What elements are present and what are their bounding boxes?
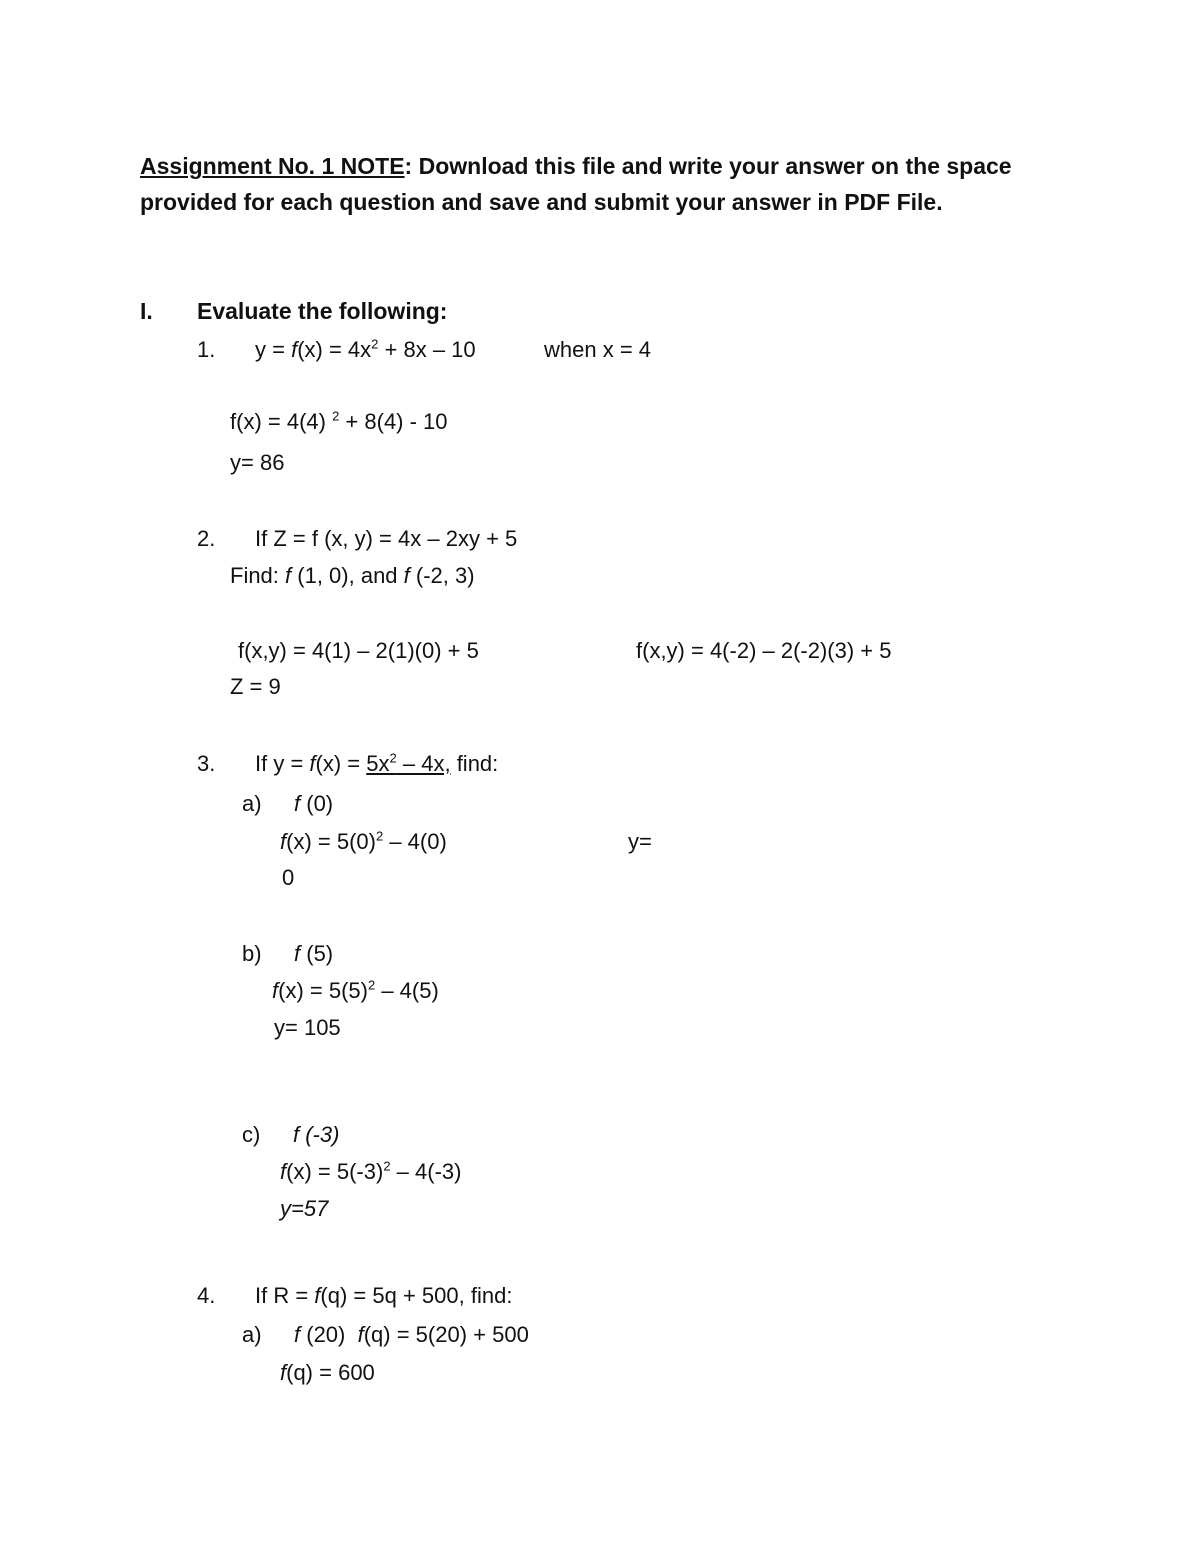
q3-underlined bbox=[366, 751, 450, 776]
q1-eq-c: + 8x – 10 bbox=[378, 337, 476, 362]
q4a-line bbox=[294, 1321, 529, 1349]
q3a-work-b: – 4(0) bbox=[383, 829, 447, 854]
assignment-header-line1 bbox=[140, 152, 1012, 180]
q3a-side: y= bbox=[628, 829, 652, 854]
q2-find-a: Find: bbox=[230, 563, 286, 588]
q3b-work-exp: 2 bbox=[367, 977, 376, 993]
q3-eq-u1: 5x bbox=[366, 751, 390, 776]
q3a-label: a) bbox=[242, 791, 262, 816]
q1-eq-a: y = bbox=[255, 337, 292, 362]
q1-number: 1. bbox=[197, 337, 216, 362]
q1-work-b: + 8(4) - 10 bbox=[339, 409, 448, 434]
q4a-f3: f bbox=[280, 1360, 287, 1385]
q2-number: 2. bbox=[197, 526, 216, 551]
q1-work-line bbox=[230, 408, 448, 436]
q2-equation: If Z = f (x, y) = 4x – 2xy + 5 bbox=[255, 526, 518, 551]
q2-work-right: f(x,y) = 4(-2) – 2(-2)(3) + 5 bbox=[636, 638, 892, 663]
q3c-work-a: (x) = 5(-3) bbox=[286, 1159, 384, 1184]
q3b-work-a: (x) = 5(5) bbox=[278, 978, 368, 1003]
q3a-arg-text: (0) bbox=[300, 791, 334, 816]
q3c-work bbox=[280, 1158, 461, 1186]
q3b-work bbox=[272, 977, 439, 1005]
q3b-result: y= 105 bbox=[274, 1015, 341, 1040]
q3-number: 3. bbox=[197, 751, 216, 776]
q4a-result bbox=[280, 1359, 375, 1387]
q1-exp: 2 bbox=[371, 336, 379, 352]
q3-eq-u2: – 4x, bbox=[396, 751, 451, 776]
q4a-f2: f bbox=[357, 1322, 364, 1347]
q1-eq-b: (x) = 4x bbox=[297, 337, 372, 362]
q3b-f: f bbox=[294, 941, 301, 966]
q3c-work-exp: 2 bbox=[383, 1158, 391, 1174]
q3b-work-f: f bbox=[272, 978, 279, 1003]
q2-result: Z = 9 bbox=[230, 674, 281, 699]
q3a-result: 0 bbox=[282, 865, 295, 890]
q3-f: f bbox=[309, 751, 316, 776]
q4-equation bbox=[255, 1282, 512, 1310]
q3-exp: 2 bbox=[389, 750, 397, 766]
q3a-f: f bbox=[294, 791, 301, 816]
q3c-work-f: f bbox=[280, 1159, 287, 1184]
q3b-label: b) bbox=[242, 941, 262, 966]
q2-f2: f bbox=[403, 563, 410, 588]
q1-work-exp: 2 bbox=[332, 408, 340, 424]
section-title: Evaluate the following: bbox=[197, 298, 448, 324]
q4-number: 4. bbox=[197, 1283, 216, 1308]
q3b-arg bbox=[294, 940, 333, 968]
q2-find bbox=[230, 562, 475, 590]
q3-eq-a: If y = bbox=[255, 751, 310, 776]
q3a-work-a: (x) = 5(0) bbox=[286, 829, 376, 854]
q3a-work-f: f bbox=[280, 829, 287, 854]
note-text-1: : Download this file and write your answer on the space bbox=[404, 153, 1012, 179]
q4-eq-b: (q) = 5q + 500, find: bbox=[320, 1283, 513, 1308]
section-numeral: I. bbox=[140, 298, 153, 324]
q4-eq-a: If R = bbox=[255, 1283, 315, 1308]
q3b-work-b: – 4(5) bbox=[375, 978, 439, 1003]
q1-answer: y= 86 bbox=[230, 450, 285, 475]
q3a-work-exp: 2 bbox=[375, 828, 384, 844]
q1-work-a: f(x) = 4(4) bbox=[230, 409, 333, 434]
q4a-f: f bbox=[294, 1322, 301, 1347]
q4a-label: a) bbox=[242, 1322, 262, 1347]
q4a-work: (q) = 5(20) + 500 bbox=[363, 1322, 529, 1347]
q2-find-c: (-2, 3) bbox=[409, 563, 475, 588]
q1-equation bbox=[255, 336, 476, 364]
q3-equation bbox=[255, 750, 498, 778]
q3-eq-c: find: bbox=[450, 751, 499, 776]
q3b-arg-text: (5) bbox=[300, 941, 334, 966]
q3a-work bbox=[280, 828, 447, 856]
assignment-title: Assignment No. 1 NOTE bbox=[140, 153, 405, 179]
q2-f1: f bbox=[285, 563, 292, 588]
q3-eq-b: (x) = bbox=[315, 751, 367, 776]
q2-find-b: (1, 0), and bbox=[291, 563, 404, 588]
q2-work-left: f(x,y) = 4(1) – 2(1)(0) + 5 bbox=[238, 638, 479, 663]
q3c-arg: f (-3) bbox=[293, 1122, 340, 1147]
q3a-arg bbox=[294, 790, 333, 818]
q1-f: f bbox=[291, 337, 298, 362]
assignment-header-line2: provided for each question and save and submit your answer in PDF File. bbox=[140, 189, 943, 215]
q4-f: f bbox=[314, 1283, 321, 1308]
q1-condition: when x = 4 bbox=[544, 337, 652, 362]
q3c-result: y=57 bbox=[280, 1196, 329, 1221]
q4a-arg: (20) bbox=[300, 1322, 358, 1347]
q3c-work-b: – 4(-3) bbox=[390, 1159, 462, 1184]
q4a-result-text: (q) = 600 bbox=[286, 1360, 375, 1385]
q3c-label: c) bbox=[242, 1122, 261, 1147]
